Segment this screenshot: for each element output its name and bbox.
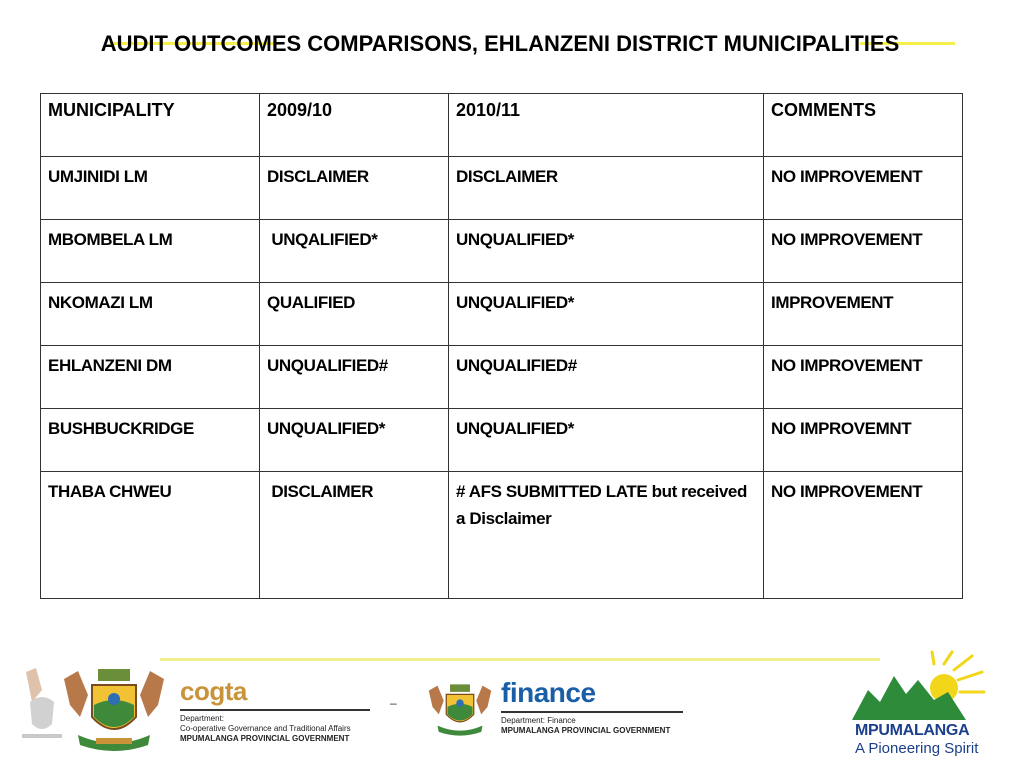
mpumalanga-sun-icon bbox=[848, 650, 988, 726]
coat-of-arms-icon bbox=[425, 680, 495, 740]
cogta-branding bbox=[180, 676, 370, 744]
table-row bbox=[41, 409, 963, 472]
cell-municipality: NKOMAZI LM bbox=[41, 283, 260, 346]
cell-comments: NO IMPROVEMENT bbox=[764, 346, 963, 409]
cell-2010-11: DISCLAIMER bbox=[449, 157, 764, 220]
cell-comments: NO IMPROVEMENT bbox=[764, 472, 963, 599]
cell-comments: NO IMPROVEMENT bbox=[764, 220, 963, 283]
mpumalanga-branding bbox=[855, 722, 978, 757]
page-title: AUDIT OUTCOMES COMPARISONS, EHLANZENI DISTRICT MUNICIPALITIES bbox=[100, 31, 900, 56]
table-row bbox=[41, 283, 963, 346]
finance-government-name: MPUMALANGA PROVINCIAL GOVERNMENT bbox=[501, 726, 671, 735]
cell-2009-10: UNQUALIFIED# bbox=[260, 346, 449, 409]
mpumalanga-slogan: A Pioneering Spirit bbox=[855, 740, 979, 757]
audit-outcomes-table bbox=[40, 93, 963, 599]
footer-separator: – bbox=[390, 696, 397, 710]
coat-of-arms-icon bbox=[58, 665, 170, 755]
table-row bbox=[41, 472, 963, 599]
cell-2010-11: UNQUALIFIED* bbox=[449, 283, 764, 346]
table-row bbox=[41, 220, 963, 283]
cell-municipality: EHLANZENI DM bbox=[41, 346, 260, 409]
cell-municipality: MBOMBELA LM bbox=[41, 220, 260, 283]
coat-of-arms-icon bbox=[22, 662, 62, 742]
cell-comments: IMPROVEMENT bbox=[764, 283, 963, 346]
column-header-2010-11: 2010/11 bbox=[449, 94, 764, 157]
mpumalanga-wordmark: MPUMALANGA bbox=[855, 722, 970, 739]
cogta-wordmark: cogta bbox=[180, 676, 247, 706]
cogta-department-name: Co-operative Governance and Traditional Affairs bbox=[180, 724, 351, 733]
cogta-department-label: Department: bbox=[180, 714, 225, 723]
table-row bbox=[41, 346, 963, 409]
cogta-rule bbox=[180, 709, 370, 711]
cell-municipality: UMJINIDI LM bbox=[41, 157, 260, 220]
finance-department-name: Department: Finance bbox=[501, 716, 576, 725]
column-header-2009-10: 2009/10 bbox=[260, 94, 449, 157]
cell-2010-11: UNQUALIFIED# bbox=[449, 346, 764, 409]
cell-2009-10: QUALIFIED bbox=[260, 283, 449, 346]
cell-municipality: THABA CHWEU bbox=[41, 472, 260, 599]
cell-2009-10: UNQUALIFIED* bbox=[260, 409, 449, 472]
footer-divider bbox=[160, 658, 880, 661]
column-header-municipality: MUNICIPALITY bbox=[41, 94, 260, 157]
finance-wordmark: finance bbox=[501, 677, 596, 708]
cell-2010-11: UNQUALIFIED* bbox=[449, 220, 764, 283]
cell-comments: NO IMPROVEMENT bbox=[764, 157, 963, 220]
cogta-government-name: MPUMALANGA PROVINCIAL GOVERNMENT bbox=[180, 734, 350, 743]
cell-municipality: BUSHBUCKRIDGE bbox=[41, 409, 260, 472]
cell-2009-10: UNQALIFIED* bbox=[260, 220, 449, 283]
table-row bbox=[41, 157, 963, 220]
cell-2010-11: # AFS SUBMITTED LATE but received a Disclaimer bbox=[449, 472, 764, 599]
cell-2009-10: DISCLAIMER bbox=[260, 157, 449, 220]
cell-2009-10: DISCLAIMER bbox=[260, 472, 449, 599]
cell-2010-11: UNQUALIFIED* bbox=[449, 409, 764, 472]
column-header-comments: COMMENTS bbox=[764, 94, 963, 157]
cell-comments: NO IMPROVEMNT bbox=[764, 409, 963, 472]
finance-rule bbox=[501, 711, 683, 713]
table-header-row bbox=[41, 94, 963, 157]
finance-branding bbox=[501, 677, 683, 736]
